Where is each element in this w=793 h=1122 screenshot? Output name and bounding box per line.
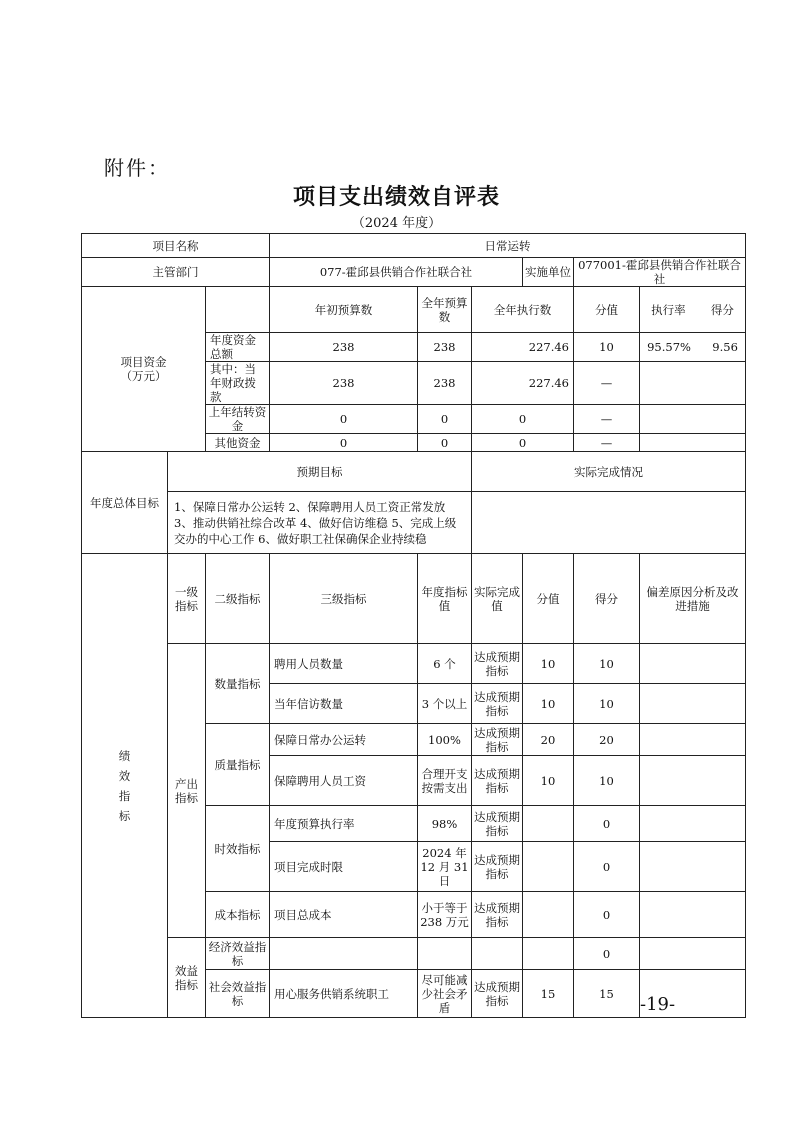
indicator-target: 尽可能减少社会矛盾	[418, 970, 472, 1018]
funds-header-executed: 全年执行数	[472, 287, 574, 333]
output-label: 产出指标	[168, 644, 206, 938]
funds-row-rate: 95.57%	[647, 340, 691, 354]
funds-row-executed: 0	[472, 434, 574, 452]
indicators-label-text: 绩效指标	[118, 748, 131, 823]
funds-header-annual: 全年预算数	[418, 287, 472, 333]
funds-header-rate: 执行率	[651, 302, 686, 317]
indicator-l3: 项目完成时限	[270, 842, 418, 892]
indicator-l3: 聘用人员数量	[270, 644, 418, 684]
indicator-note	[640, 684, 746, 724]
header-level3: 三级指标	[270, 554, 418, 644]
funds-row-score-value: —	[574, 362, 640, 405]
goals-actual-text	[472, 492, 746, 554]
year-subtitle: （2024 年度）	[351, 216, 442, 231]
group-social: 社会效益指标	[206, 970, 270, 1018]
funds-row-rate-score	[640, 362, 746, 405]
indicator-score: 10	[574, 756, 640, 806]
dept-label: 主管部门	[82, 258, 270, 287]
indicator-note	[640, 806, 746, 842]
funds-row-initial: 0	[270, 434, 418, 452]
indicator-score-value	[523, 806, 574, 842]
indicator-actual: 达成预期指标	[472, 684, 523, 724]
goals-expected-header: 预期目标	[168, 452, 472, 492]
indicator-note	[640, 756, 746, 806]
indicator-score: 15	[574, 970, 640, 1018]
funds-header-initial: 年初预算数	[270, 287, 418, 333]
funds-row-annual: 0	[418, 434, 472, 452]
header-actual: 实际完成值	[472, 554, 523, 644]
indicator-score: 0	[574, 938, 640, 970]
indicator-note	[640, 938, 746, 970]
goals-expected-text: 1、保障日常办公运转 2、保障聘用人员工资正常发放 3、推动供销社综合改革 4、做好信访维稳 5、完成上级交办的中心工作 6、做好职工社保确保企业持续稳	[168, 492, 472, 554]
group-quality: 质量指标	[206, 724, 270, 806]
funds-row-rate-score	[640, 434, 746, 452]
indicator-score-value: 20	[523, 724, 574, 756]
indicator-actual	[472, 938, 523, 970]
funds-row-label: 其他资金	[206, 434, 270, 452]
funds-row-score: 9.56	[712, 340, 738, 354]
project-name-label: 项目名称	[82, 234, 270, 258]
funds-row-annual: 238	[418, 333, 472, 362]
indicator-score: 0	[574, 892, 640, 938]
funds-row-executed: 227.46	[472, 362, 574, 405]
funds-row-label: 其中：当年财政拨款	[206, 362, 270, 405]
benefit-label: 效益指标	[168, 938, 206, 1018]
indicator-l3: 年度预算执行率	[270, 806, 418, 842]
indicator-target: 100%	[418, 724, 472, 756]
indicator-target: 98%	[418, 806, 472, 842]
group-timeliness: 时效指标	[206, 806, 270, 892]
header-score: 得分	[574, 554, 640, 644]
header-score-value: 分值	[523, 554, 574, 644]
header-analysis: 偏差原因分析及改进措施	[640, 554, 746, 644]
indicator-target: 合理开支按需支出	[418, 756, 472, 806]
indicator-score-value	[523, 892, 574, 938]
indicator-target	[418, 938, 472, 970]
impl-value: 077001-霍邱县供销合作社联合社	[574, 258, 746, 287]
indicator-row	[82, 644, 746, 684]
indicator-score-value: 15	[523, 970, 574, 1018]
funds-row-score-value: —	[574, 405, 640, 434]
funds-row-rate-score	[640, 333, 746, 362]
indicator-l3: 当年信访数量	[270, 684, 418, 724]
funds-row-initial: 0	[270, 405, 418, 434]
funds-row-executed: 227.46	[472, 333, 574, 362]
indicators-header-row	[82, 554, 746, 644]
indicator-note	[640, 842, 746, 892]
project-name-value: 日常运转	[270, 234, 746, 258]
funds-row-label: 上年结转资金	[206, 405, 270, 434]
funds-row-executed: 0	[472, 405, 574, 434]
indicator-actual: 达成预期指标	[472, 892, 523, 938]
indicator-actual: 达成预期指标	[472, 724, 523, 756]
goals-header-row	[82, 452, 746, 492]
indicator-note	[640, 892, 746, 938]
indicator-note	[640, 644, 746, 684]
indicators-label	[82, 554, 168, 1018]
indicator-target: 3 个以上	[418, 684, 472, 724]
group-economic: 经济效益指标	[206, 938, 270, 970]
funds-row-annual: 0	[418, 405, 472, 434]
indicator-score: 10	[574, 684, 640, 724]
indicator-l3	[270, 938, 418, 970]
header-level2: 二级指标	[206, 554, 270, 644]
header-target: 年度指标值	[418, 554, 472, 644]
indicator-row	[82, 938, 746, 970]
indicator-target: 6 个	[418, 644, 472, 684]
goals-label: 年度总体目标	[82, 452, 168, 554]
header-level1: 一级指标	[168, 554, 206, 644]
impl-label: 实施单位	[523, 258, 574, 287]
indicator-actual: 达成预期指标	[472, 806, 523, 842]
indicator-score-value: 10	[523, 756, 574, 806]
funds-row-initial: 238	[270, 333, 418, 362]
funds-row-rate-score	[640, 405, 746, 434]
self-evaluation-table	[81, 233, 746, 1018]
funds-label: 项目资金 （万元）	[82, 287, 206, 452]
page-title: 项目支出绩效自评表	[292, 185, 500, 210]
funds-row-score-value: 10	[574, 333, 640, 362]
funds-row-score-value: —	[574, 434, 640, 452]
dept-value: 077-霍邱县供销合作社联合社	[270, 258, 523, 287]
indicator-score-value: 10	[523, 644, 574, 684]
indicator-actual: 达成预期指标	[472, 644, 523, 684]
funds-row-initial: 238	[270, 362, 418, 405]
project-name-row	[82, 234, 746, 258]
funds-header-rate-score	[640, 287, 746, 333]
goals-content-row	[82, 492, 746, 554]
attachment-label: 附件：	[104, 156, 170, 180]
indicator-score-value: 10	[523, 684, 574, 724]
indicator-target: 小于等于 238 万元	[418, 892, 472, 938]
goals-actual-header: 实际完成情况	[472, 452, 746, 492]
group-quantity: 数量指标	[206, 644, 270, 724]
indicator-score-value	[523, 938, 574, 970]
funds-row-label: 年度资金总额	[206, 333, 270, 362]
funds-row-annual: 238	[418, 362, 472, 405]
funds-header-score-value: 分值	[574, 287, 640, 333]
indicator-l3: 项目总成本	[270, 892, 418, 938]
department-row	[82, 258, 746, 287]
group-cost: 成本指标	[206, 892, 270, 938]
indicator-l3: 保障日常办公运转	[270, 724, 418, 756]
indicator-l3: 用心服务供销系统职工	[270, 970, 418, 1018]
indicator-score: 0	[574, 842, 640, 892]
indicator-score-value	[523, 842, 574, 892]
indicator-score: 0	[574, 806, 640, 842]
indicator-actual: 达成预期指标	[472, 842, 523, 892]
funds-header-row	[82, 287, 746, 333]
indicator-score: 20	[574, 724, 640, 756]
funds-header-score: 得分	[710, 302, 734, 317]
indicator-note	[640, 724, 746, 756]
indicator-l3: 保障聘用人员工资	[270, 756, 418, 806]
indicator-score: 10	[574, 644, 640, 684]
indicator-actual: 达成预期指标	[472, 970, 523, 1018]
funds-blank-header	[206, 287, 270, 333]
page-number: -19-	[640, 994, 676, 1015]
indicator-target: 2024 年 12 月 31 日	[418, 842, 472, 892]
indicator-actual: 达成预期指标	[472, 756, 523, 806]
